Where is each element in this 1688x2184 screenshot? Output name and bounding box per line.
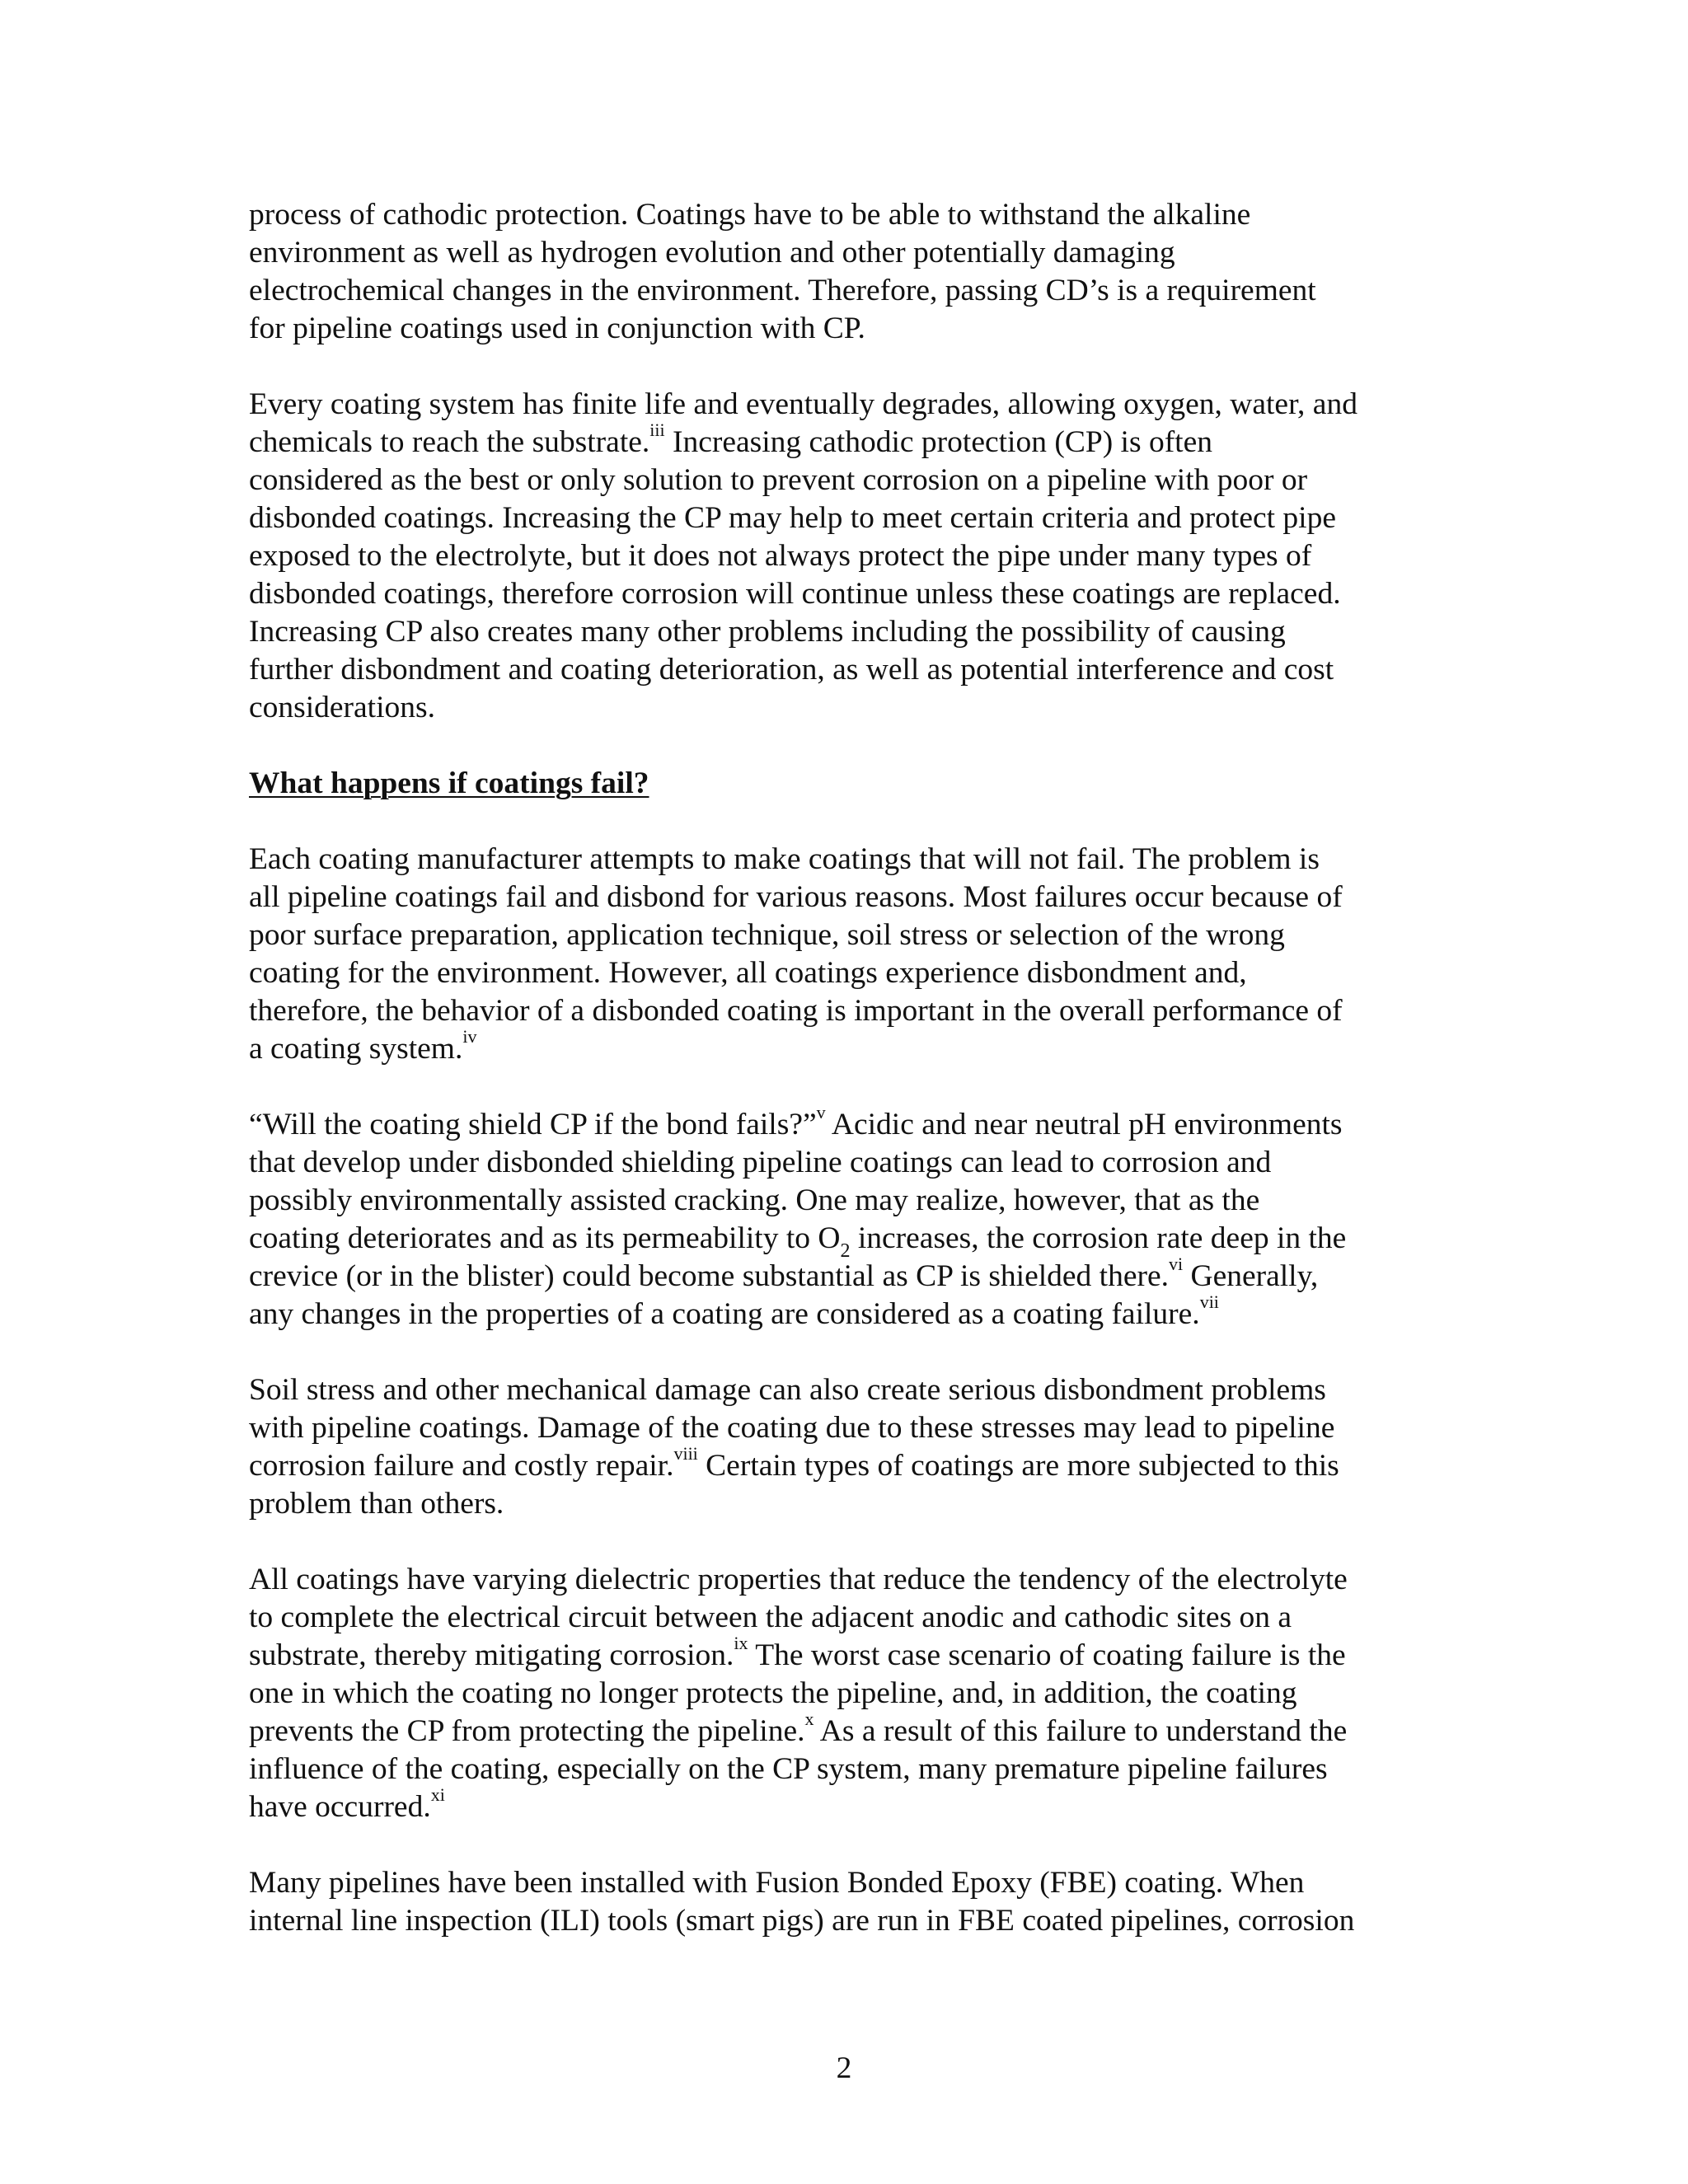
text-run: Increasing cathodic protection (CP) is often — [664, 425, 1212, 459]
text-run: corrosion failure and costly repair. — [249, 1449, 674, 1483]
footnote-ref: x — [804, 1708, 814, 1729]
text-run: considered as the best or only solution to prevent corrosion on a pipeline with poor or — [249, 463, 1308, 497]
text-run: crevice (or in the blister) could become substantial as CP is shielded there. — [249, 1259, 1169, 1293]
text-line — [249, 1864, 1448, 1902]
text-line — [249, 879, 1448, 916]
text-run: all pipeline coatings fail and disbond for various reasons. Most failures occur because of — [249, 880, 1343, 914]
text-line — [249, 1144, 1448, 1182]
text-run: Generally, — [1183, 1259, 1319, 1293]
text-run: therefore, the behavior of a disbonded coating is important in the overall performance of — [249, 994, 1343, 1028]
text-run: exposed to the electrolyte, but it does not always protect the pipe under many types of — [249, 539, 1312, 573]
text-run: process of cathodic protection. Coatings have to be able to withstand the alkaline — [249, 198, 1251, 232]
text-line — [249, 1708, 1448, 1750]
section-heading: What happens if coatings fail? — [249, 766, 649, 800]
text-run: problem than others. — [249, 1487, 504, 1521]
text-run: substrate, thereby mitigating corrosion. — [249, 1638, 734, 1672]
text-run: Each coating manufacturer attempts to make coatings that will not fail. The problem is — [249, 842, 1320, 876]
paragraph — [249, 1561, 1448, 1826]
text-run: influence of the coating, especially on the CP system, many premature pipeline failures — [249, 1752, 1328, 1786]
footnote-ref: iv — [462, 1025, 477, 1047]
footnote-ref: viii — [673, 1442, 698, 1464]
text-line — [249, 1025, 1448, 1068]
text-run: “Will the coating shield CP if the bond fails?” — [249, 1108, 817, 1141]
footnote-ref: v — [816, 1101, 826, 1122]
paragraph — [249, 1371, 1448, 1523]
text-run: Increasing CP also creates many other problems including the possibility of causing — [249, 615, 1286, 649]
text-run: poor surface preparation, application technique, soil stress or selection of the wrong — [249, 918, 1285, 952]
text-run: a coating system. — [249, 1032, 463, 1066]
text-line — [249, 954, 1448, 992]
text-line — [249, 272, 1448, 310]
text-line — [249, 1750, 1448, 1788]
text-line — [249, 916, 1448, 954]
text-run: electrochemical changes in the environment. Therefore, passing CD’s is a requirement — [249, 274, 1316, 307]
paragraph — [249, 1864, 1448, 1940]
text-run: Many pipelines have been installed with Fusion Bonded Epoxy (FBE) coating. When — [249, 1866, 1305, 1900]
text-run: have occurred. — [249, 1790, 431, 1824]
footnote-ref: vi — [1169, 1253, 1184, 1274]
text-line — [249, 1253, 1448, 1296]
text-line — [249, 1101, 1448, 1144]
text-run: with pipeline coatings. Damage of the coating due to these stresses may lead to pipeline — [249, 1411, 1335, 1445]
text-run: possibly environmentally assisted cracking. One may realize, however, that as the — [249, 1183, 1260, 1217]
text-run: that develop under disbonded shielding pipeline coatings can lead to corrosion and — [249, 1146, 1272, 1179]
text-line — [249, 1220, 1448, 1262]
document-page — [249, 196, 1448, 1978]
text-line — [249, 1783, 1448, 1826]
paragraph — [249, 1101, 1448, 1333]
text-run: increases, the corrosion rate deep in the — [850, 1221, 1347, 1255]
text-line — [249, 1371, 1448, 1409]
text-line — [249, 1599, 1448, 1637]
text-line — [249, 1409, 1448, 1447]
text-line — [249, 1902, 1448, 1940]
text-line — [249, 1561, 1448, 1599]
text-run: considerations. — [249, 691, 435, 724]
text-line — [249, 1632, 1448, 1675]
text-run: Soil stress and other mechanical damage can also create serious disbondment problems — [249, 1373, 1326, 1407]
text-line — [249, 196, 1448, 234]
text-run: coating deteriorates and as its permeability to O — [249, 1221, 841, 1255]
text-run: As a result of this failure to understand the — [814, 1714, 1348, 1748]
text-line — [249, 1485, 1448, 1523]
text-line — [249, 234, 1448, 272]
text-line — [249, 992, 1448, 1030]
text-run: disbonded coatings. Increasing the CP may help to meet certain criteria and protect pipe — [249, 501, 1337, 535]
text-line — [249, 689, 1448, 727]
text-run: further disbondment and coating deterioration, as well as potential interference and cost — [249, 653, 1334, 687]
text-run: prevents the CP from protecting the pipeline. — [249, 1714, 805, 1748]
footnote-ref: ix — [734, 1632, 748, 1653]
text-line — [249, 1675, 1448, 1713]
page-number: 2 — [836, 2051, 852, 2085]
subscript: 2 — [840, 1240, 851, 1262]
text-line — [249, 310, 1448, 348]
text-line — [249, 575, 1448, 613]
text-run: chemicals to reach the substrate. — [249, 425, 650, 459]
text-run: one in which the coating no longer protects the pipeline, and, in addition, the coating — [249, 1676, 1297, 1710]
text-line — [249, 419, 1448, 462]
paragraph — [249, 196, 1448, 348]
text-line — [249, 1442, 1448, 1485]
paragraph — [249, 386, 1448, 727]
text-run: All coatings have varying dielectric properties that reduce the tendency of the electrolyte — [249, 1563, 1348, 1596]
text-line — [249, 651, 1448, 689]
text-line — [249, 462, 1448, 499]
text-run: disbonded coatings, therefore corrosion will continue unless these coatings are replaced. — [249, 577, 1341, 611]
text-run: internal line inspection (ILI) tools (smart pigs) are run in FBE coated pipelines, corrosion — [249, 1904, 1355, 1938]
text-line — [249, 1182, 1448, 1220]
text-run: environment as well as hydrogen evolution and other potentially damaging — [249, 236, 1175, 269]
text-run: Certain types of coatings are more subjected to this — [697, 1449, 1339, 1483]
text-run: The worst case scenario of coating failure is the — [748, 1638, 1346, 1672]
text-run: Every coating system has finite life and eventually degrades, allowing oxygen, water, and — [249, 387, 1357, 421]
text-run: coating for the environment. However, all coatings experience disbondment and, — [249, 956, 1247, 990]
text-line — [249, 613, 1448, 651]
footnote-ref: vii — [1199, 1291, 1219, 1312]
text-run: Acidic and near neutral pH environments — [825, 1108, 1343, 1141]
text-line — [249, 841, 1448, 879]
text-run: for pipeline coatings used in conjunction with CP. — [249, 312, 865, 345]
text-run: to complete the electrical circuit between the adjacent anodic and cathodic sites on a — [249, 1601, 1292, 1634]
footnote-ref: xi — [430, 1783, 445, 1805]
text-line — [249, 386, 1448, 424]
text-line — [249, 1291, 1448, 1333]
text-run: any changes in the properties of a coating are considered as a coating failure. — [249, 1297, 1200, 1331]
text-line — [249, 499, 1448, 537]
footnote-ref: iii — [649, 419, 665, 440]
text-line — [249, 537, 1448, 575]
paragraph — [249, 841, 1448, 1068]
